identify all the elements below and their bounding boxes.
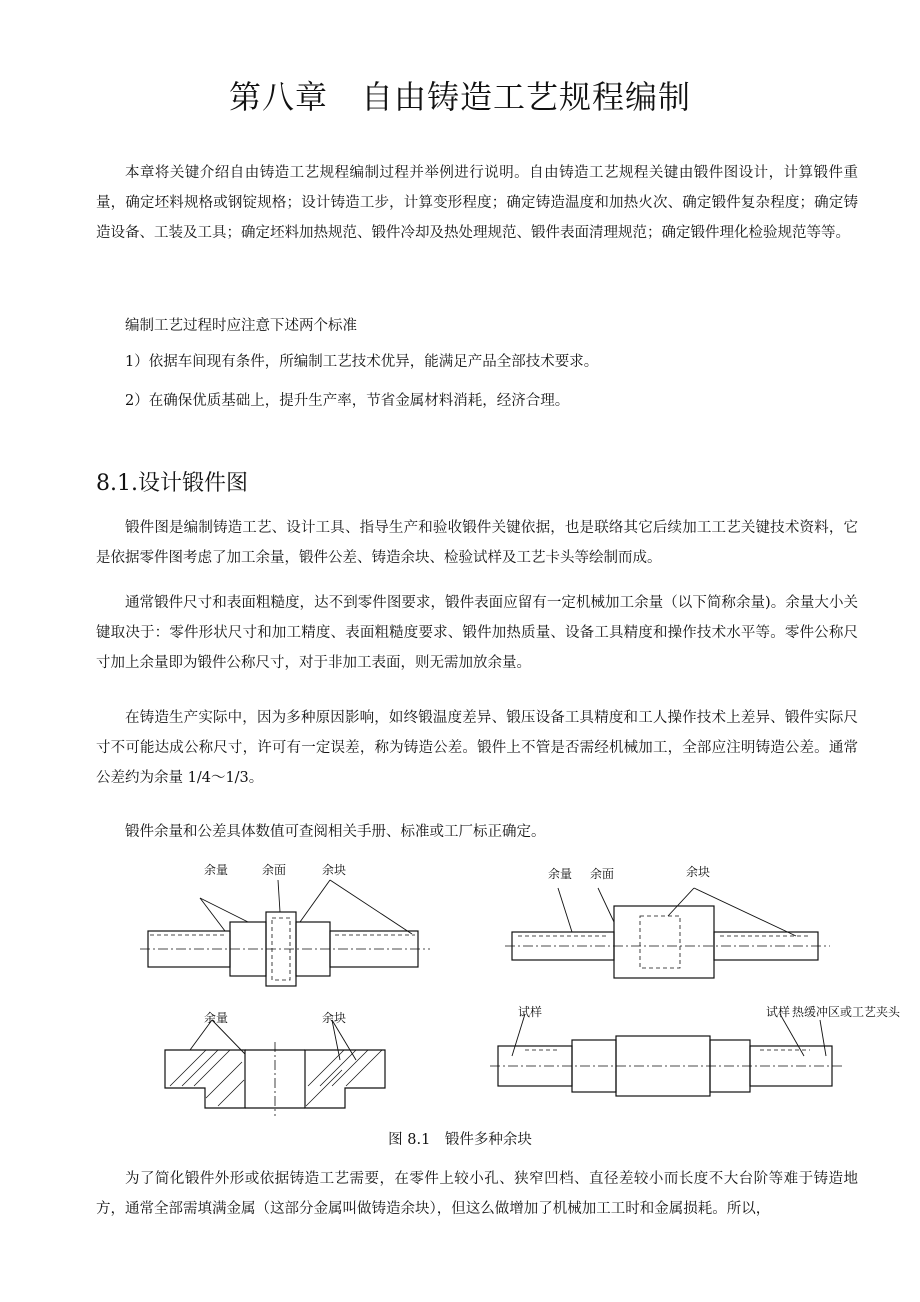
standard-item-2: 2）在确保优质基础上，提升生产率，节省金属材料消耗，经济合理。 [125,393,570,409]
paragraph-forging-drawing: 锻件图是编制铸造工艺、设计工具、指导生产和验收锻件关键依据，也是联络其它后续加工工艺关键技术资料，它是依据零件图考虑了加工余量，锻件公差、铸造余块、检验试样及工艺卡头等绘制而成。 [96,520,858,566]
flange-section-bottom-left [165,1020,385,1116]
section-heading: 8.1.设计锻件图 [96,471,248,496]
paragraph-allowance: 通常锻件尺寸和表面粗糙度，达不到零件图要求，锻件表面应留有一定机械加工余量（以下简称余量)。余量大小关键取决于：零件形状尺寸和加工精度、表面粗糙度要求、锻件加热质量、设备工具精度和操作技术水平等。零件公称尺寸加上余量即为锻件公称尺寸，对于非加工表面，则无需加放余量。 [96,595,858,671]
intro-paragraph: 本章将关键介绍自由铸造工艺规程编制过程并举例进行说明。自由铸造工艺规程关键由锻件图设计，计算锻件重量，确定坯料规格或钢锭规格；设计铸造工步，计算变形程度；确定铸造温度和加热火次、确定锻件复杂程度；确定铸造设备、工装及工具；确定坯料加热规范、锻件冷却及热处理规范、锻件表面清理规范；确定锻件理化检验规范等等。 [96,165,858,241]
shaft-drawing-top-right [505,888,830,978]
label-block-tl: 余块 [322,863,347,877]
label-allowance-bl: 余量 [204,1011,229,1025]
paragraph-lookup: 锻件余量和公差具体数值可查阅相关手册、标准或工厂标正确定。 [125,824,546,840]
standards-intro: 编制工艺过程时应注意下述两个标准 [125,318,357,334]
paragraph-blocks: 为了简化锻件外形或依据铸造工艺需要，在零件上较小孔、狭窄凹档、直径差较小而长度不大台阶等难于铸造地方，通常全部需填满金属（这部分金属叫做铸造余块），但这么做增加了机械加工工时和金属损耗。所以， [96,1171,858,1217]
figure-caption: 图 8.1 锻件多种余块 [388,1132,532,1148]
label-block-bl: 余块 [322,1011,347,1025]
label-allowance-tr: 余量 [548,867,573,881]
figure-forging-blocks [120,850,901,1125]
label-buffer-zone: 热缓冲区或工艺夹头 [792,1005,901,1019]
shaft-drawing-top-left [140,880,430,986]
paragraph-tolerance: 在铸造生产实际中，因为多种原因影响，如终锻温度差异、锻压设备工具精度和工人操作技术上差异、锻件实际尺寸不可能达成公称尺寸，许可有一定误差，称为铸造公差。锻件上不管是否需经机械加工，全部应注明铸造公差。通常公差约为余量 1/4～1/3。 [96,710,858,786]
shaft-drawing-bottom-right [490,1014,845,1096]
label-specimen: 试样 [518,1005,543,1019]
standard-item-1: 1）依据车间现有条件，所编制工艺技术优异，能满足产品全部技术要求。 [125,354,599,370]
label-block-tr: 余块 [686,865,711,879]
label-surface-tl: 余面 [262,863,287,877]
label-allowance-tl: 余量 [204,863,229,877]
label-surface-tr: 余面 [590,867,615,881]
label-specimen-2: 试样 [766,1005,791,1019]
chapter-title: 第八章 自由铸造工艺规程编制 [228,78,691,116]
